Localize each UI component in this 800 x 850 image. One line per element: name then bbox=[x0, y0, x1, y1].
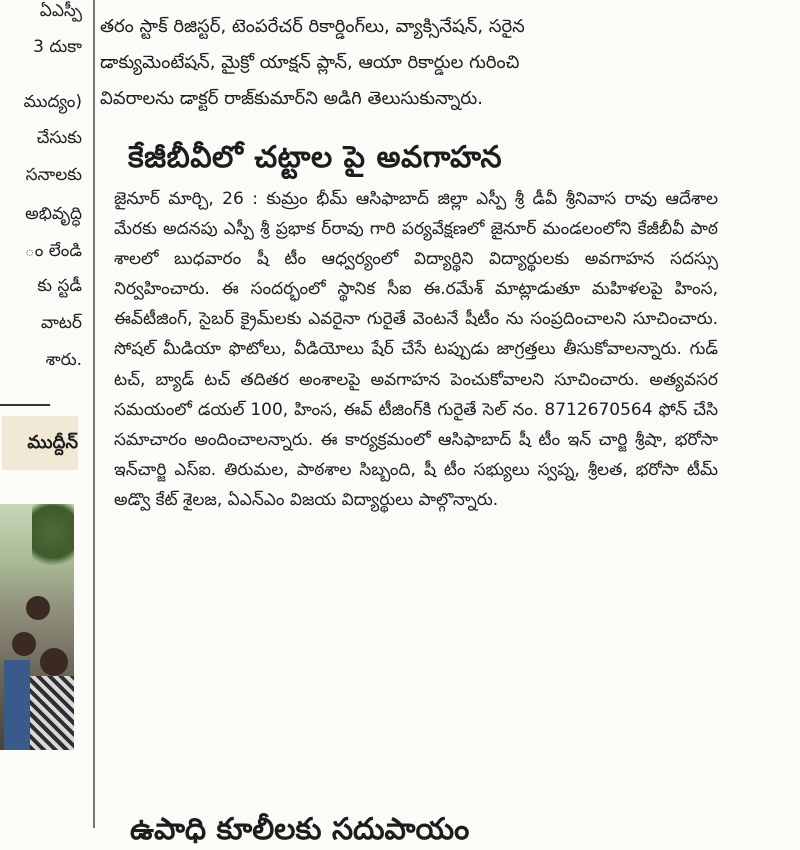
left-column-line: వాటర్ bbox=[40, 313, 82, 333]
column-divider bbox=[93, 0, 95, 828]
article-body: జైనూర్ మార్చి, 26 : కుమ్రం భీమ్ ఆసిఫాబాద్ జిల్లా ఎస్పీ శ్రీ డీవీ శ్రీనివాస రావు ఆదేశాల మేరకు అదనపు ఎస్పీ శ్రీ ప్రభాక ర్‌రావు గారి పర్యవేక్షణలో జైనూర్ మండలంలోని కేజీబీవీ పాఠ శాలలో బుధవారం షీ టీం ఆధ్వర్యంలో విద్యార్థిని విద్యార్థులకు అవగాహన సదస్సు నిర్వహించారు. ఈ సందర్భంలో స్థానిక సీఐ ఈ.రమేశ్ మాట్లాడుతూ మహిళలపై హింస, ఈవ్‌టీజింగ్, సైబర్ క్రైమ్‌లకు ఎవరైనా గురైతే వెంటనే షీటీం ను సంప్రదించాలని సూచించారు. సోషల్ మీడియా ఫొటోలు, వీడియోలు షేర్ చేసే టప్పుడు జాగ్రత్తలు తీసుకోవాలన్నారు. గుడ్ టచ్, బ్యాడ్ టచ్ తదితర అంశాలపై అవగాహన పెంచుకోవాలని సూచించారు. అత్యవసర సమయంలో డయల్ 100, హింస, ఈవ్ టీజింగ్‌కి గురైతే సెల్ నం. 8712670564 ఫోన్ చేసి సమాచారం అందించాలన్నారు. ఈ కార్యక్రమంలో ఆసిఫాబాద్ షీ టీం ఇన్ చార్జి శ్రీషా, భరోసా ఇన్‌చార్జి ఎస్ఐ. తిరుమల, పాఠశాల సిబ్బంది, షీ టీం సభ్యులు స్వప్న, శ్రీలత, భరోసా టీమ్ అడ్వొ కేట్ శైలజ, ఏఎన్ఎం విజయ విద్యార్థులు పాల్గొన్నారు. bbox=[114, 189, 718, 510]
left-column-line: 3 దుకా bbox=[33, 37, 82, 57]
news-photo bbox=[0, 504, 74, 750]
left-column-line: ముద్యం) bbox=[23, 92, 82, 112]
left-column-rule bbox=[0, 404, 50, 406]
next-article-heading: ఉపాధి కూలీలకు సదుపాయం bbox=[130, 812, 470, 847]
article-headline: కేజీబీవీలో చట్టాల పై అవగాహన bbox=[128, 140, 503, 175]
left-column-line: చేసుకు bbox=[36, 128, 82, 148]
photo-person-head bbox=[40, 648, 68, 676]
left-column-line: కు స్టడీ bbox=[37, 276, 82, 296]
left-column-line: ం లేండి bbox=[24, 241, 82, 261]
photo-person-shirt bbox=[4, 660, 30, 750]
photo-person-head bbox=[26, 596, 50, 620]
photo-person-shirt bbox=[30, 676, 74, 750]
left-column-line: శారు. bbox=[45, 350, 82, 370]
photo-tree bbox=[32, 504, 74, 574]
article-top-line: తరం స్టాక్ రిజిస్టర్, టెంపరేచర్ రికార్డింగ్‌లు, వ్యాక్సినేషన్, సరైన bbox=[100, 16, 525, 37]
left-column-line: అభివృద్ధి bbox=[25, 204, 82, 224]
left-column bbox=[0, 0, 84, 828]
article-top-line: డాక్యుమెంటేషన్, మైక్రో యాక్షన్ ప్లాన్, ఆయా రికార్డుల గురించి bbox=[100, 52, 520, 73]
left-column-line: సనాలకు bbox=[25, 165, 82, 185]
article-top-line: వివరాలను డాక్టర్ రాజ్‌కుమార్‌ని అడిగి తెలుసుకున్నారు. bbox=[100, 88, 483, 109]
photo-person-head bbox=[12, 632, 36, 656]
left-column-subheading: ముద్దీన్ bbox=[2, 416, 78, 470]
left-column-line: ఏఎస్పీ bbox=[39, 1, 82, 21]
